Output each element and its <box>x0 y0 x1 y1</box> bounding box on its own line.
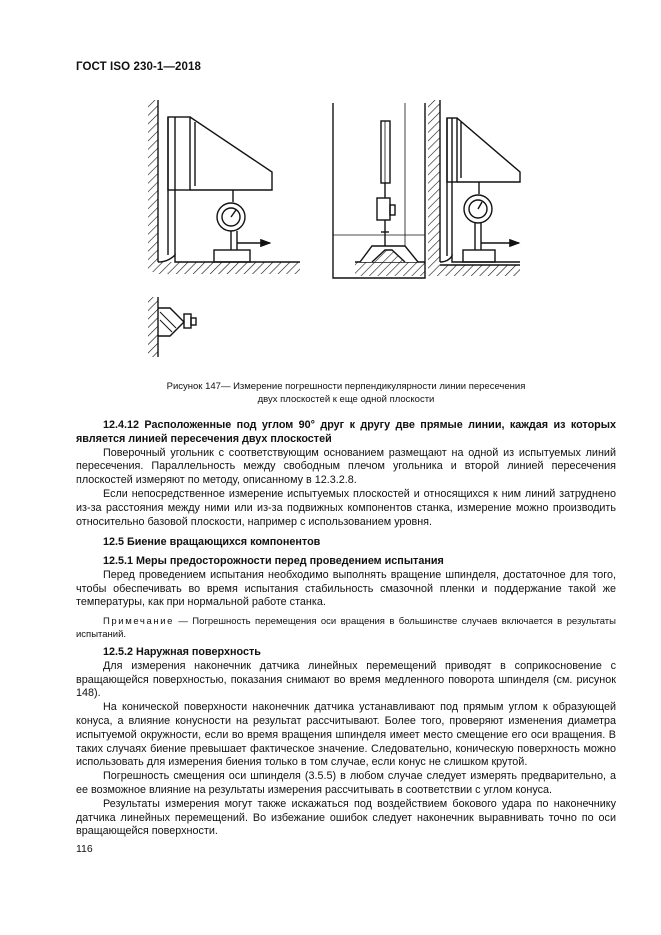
section-12-4-12 <box>76 419 616 529</box>
left-setup-drawing <box>148 100 300 274</box>
document-header: ГОСТ ISO 230-1—2018 <box>76 61 201 73</box>
figure-caption-line1: Рисунок 147— Измерение погрешности перпендикулярности линии пересечения <box>166 381 526 392</box>
figure-147-drawing <box>0 0 661 380</box>
figure-caption-line2: двух плоскостей к еще одной плоскости <box>257 394 435 405</box>
section-12-5-1 <box>76 555 616 610</box>
paragraph: Погрешность смещения оси шпинделя (3.5.5) в любом случае следует измерять предварительно, а ее возможное влияние на результаты измерения рассчитывать в соответствии с углом конуса. <box>76 770 616 796</box>
page-number: 116 <box>76 843 93 855</box>
section-heading: 12.4.12 Расположенные под углом 90° друг к другу две прямые линии, каждая из которых является линией пересечения двух плоскостей <box>76 419 616 445</box>
right-setup-drawing <box>428 100 520 276</box>
paragraph: Перед проведением испытания необходимо выполнять вращение шпинделя, достаточное для того, чтобы обеспечивать во время испытания стабильность смазочной пленки и поддержание такой же температуры, как при нормальной работе станка. <box>76 568 616 609</box>
section-heading: 12.5 Биение вращающихся компонентов <box>103 536 321 548</box>
paragraph: Результаты измерения могут также искажаться под воздействием бокового удара по наконечнику датчика линейных перемещений. Во избежание ошибок следует наконечник выравнивать точно по оси вращающейся поверхности. <box>76 797 616 838</box>
paragraph: Для измерения наконечник датчика линейных перемещений приводят в соприкосновение с вращающейся поверхностью, показания снимают во время медленного поворота шпинделя (см. рисунок 148). <box>76 659 616 700</box>
paragraph: Поверочный угольник с соответствующим основанием размещают на одной из испытуемых линий пересечения. Параллельность между свободным плечом угольника и второй линией пересечения плоскостей измеряют по методу, описанному в 12.3.2.8. <box>76 446 616 487</box>
note-label: Примечание <box>103 616 174 627</box>
section-12-5 <box>76 536 616 550</box>
section-12-5-2 <box>76 646 616 839</box>
middle-setup-drawing <box>333 103 425 278</box>
paragraph: Если непосредственное измерение испытуемых плоскостей и относящихся к ним линий затруднено из-за расстояния между ними или из-за подвижных компонентов станка, измерение можно производить относительно базовой плоскости, например с использованием уровня. <box>76 487 616 528</box>
section-heading: 12.5.1 Меры предосторожности перед проведением испытания <box>103 555 444 567</box>
paragraph: На конической поверхности наконечник датчика устанавливают под прямым углом к образующей конуса, а влияние конусности на результат рассчитывают. Более того, проверяют изменения диаметра испытуемой окружности, если во время вращения шпинделя имеет место смещение его оси вращения. В таких случаях биение превышает фактическое значение. Следовательно, коническую поверхность можно использовать для измерения биения только в том случае, если конус не слишком крутой. <box>76 701 616 769</box>
note-text: — Погрешность перемещения оси вращения в большинстве случаев включается в результаты испытаний. <box>76 616 616 640</box>
left-detail-drawing <box>148 297 196 357</box>
note-block <box>76 616 616 641</box>
section-heading: 12.5.2 Наружная поверхность <box>103 646 261 658</box>
